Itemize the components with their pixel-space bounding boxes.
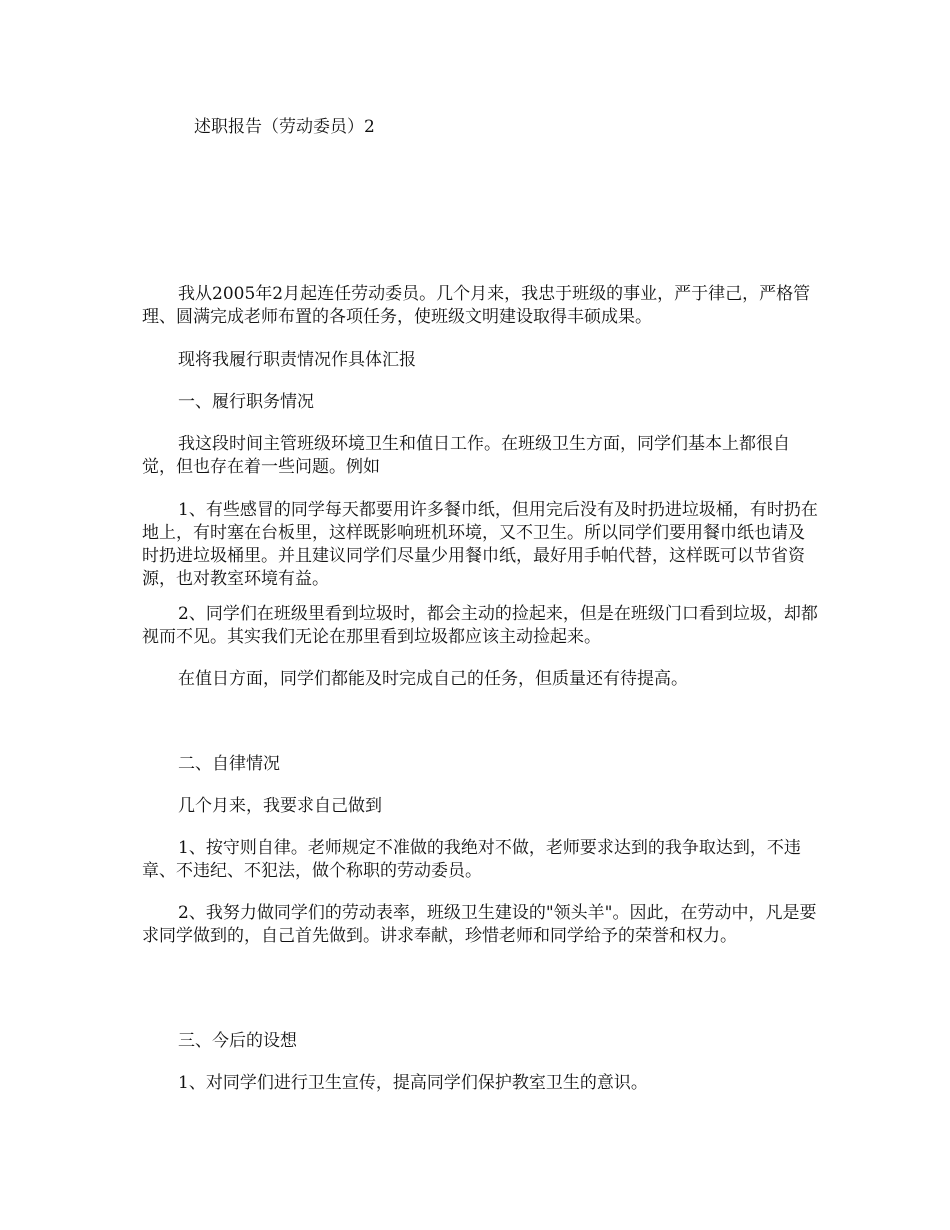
section-heading-duties: 一、履行职务情况 (178, 392, 314, 412)
paragraph-duties-item-1: 1、有些感冒的同学每天都要用许多餐巾纸，但用完后没有及时扔进垃圾桶，有时扔在地上，有时塞在台板里，这样既影响班机环境，又不卫生。所以同学们要用餐巾纸也请及时扔进垃圾桶里。并且建议同学们尽量少用餐巾纸，最好用手帕代替，这样既可以节省资源，也对教室环境有益。 (142, 500, 818, 589)
section-heading-self-discipline: 二、自律情况 (178, 754, 280, 774)
paragraph-self-discipline-item-1: 1、按守则自律。老师规定不准做的我绝对不做，老师要求达到的我争取达到，不违章、不违纪、不犯法，做个称职的劳动委员。 (142, 838, 801, 881)
paragraph-duties-overview: 我这段时间主管班级环境卫生和值日工作。在班级卫生方面，同学们基本上都很自觉，但也存在着一些问题。例如 (142, 434, 790, 477)
document-title: 述职报告（劳动委员）2 (194, 117, 375, 137)
paragraph-self-discipline-lead: 几个月来，我要求自己做到 (178, 796, 382, 816)
paragraph-self-discipline-item-2: 2、我努力做同学们的劳动表率，班级卫生建设的"领头羊"。因此，在劳动中，凡是要求同学做到的，自己首先做到。讲求奉献，珍惜老师和同学给予的荣誉和权力。 (142, 903, 817, 946)
section-heading-future-plans: 三、今后的设想 (178, 1031, 297, 1051)
paragraph-future-plans-item-1: 1、对同学们进行卫生宣传，提高同学们保护教室卫生的意识。 (178, 1073, 648, 1093)
paragraph-intro: 我从2005年2月起连任劳动委员。几个月来，我忠于班级的事业，严于律己，严格管理、圆满完成老师布置的各项任务，使班级文明建设取得丰硕成果。 (142, 284, 811, 327)
paragraph-duties-item-2: 2、同学们在班级里看到垃圾时，都会主动的捡起来，但是在班级门口看到垃圾，却都视而不见。其实我们无论在那里看到垃圾都应该主动捡起来。 (142, 604, 818, 647)
paragraph-duty-quality: 在值日方面，同学们都能及时完成自己的任务，但质量还有待提高。 (178, 669, 688, 689)
paragraph-report-lead: 现将我履行职责情况作具体汇报 (178, 350, 416, 370)
